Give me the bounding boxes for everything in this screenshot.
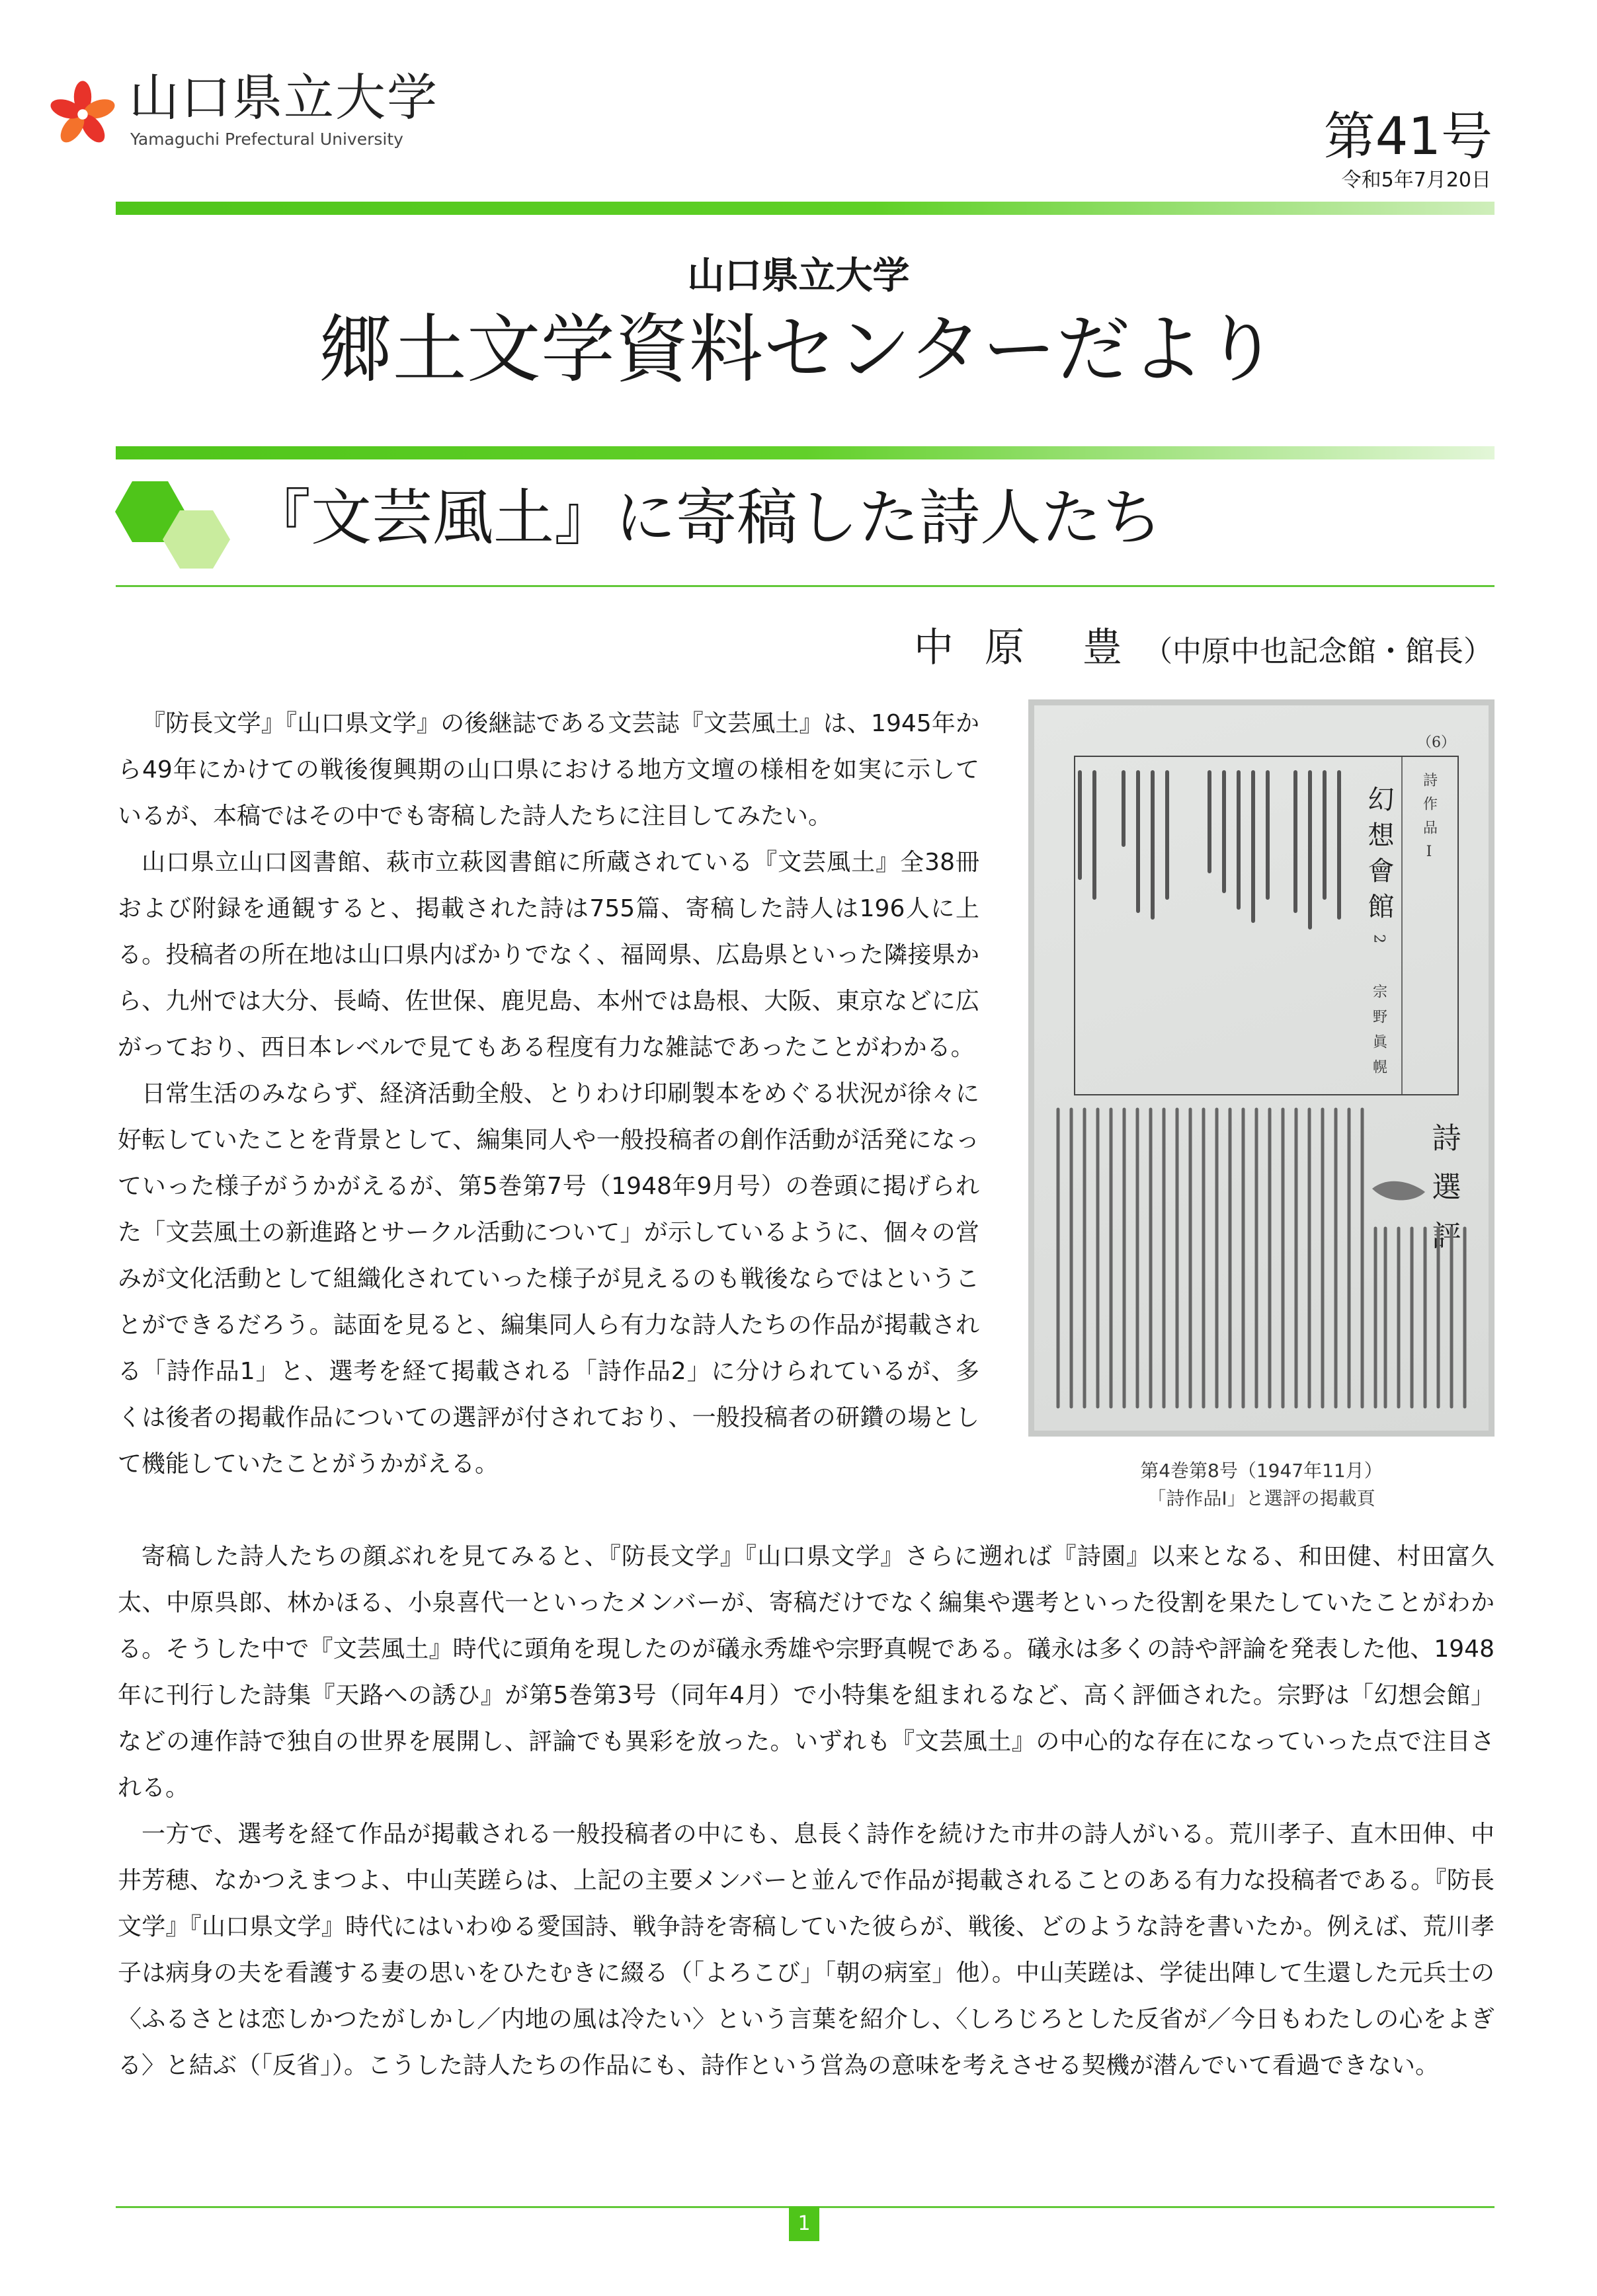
decorative-ornament [1372,1181,1425,1201]
page-number: 1 [789,2207,819,2241]
masthead-divider [116,446,1495,459]
review-text-lines [1058,1109,1362,1407]
figure-section-label: 詩作品Ⅰ [1420,772,1438,869]
paragraph: 寄稿した詩人たちの顔ぶれを見てみると、『防長文学』『山口県文学』さらに遡れば『詩園』以来となる、和田健、村田富久太、中原呉郎、林かほる、小泉喜代一といったメンバーが、寄稿だけでなく編集や選考といった役割を果たしていたことがわかる。そうした中で『文芸風土』時代に頭角を現したのが礒永秀雄や宗野真幌である。礒永は多くの詩や評論を発表した他、1948年に刊行した詩集『天路への誘ひ』が第5巻第3号（同年4月）で小特集を組まれるなど、高く評価された。宗野は「幻想会館」などの連作詩で独自の世界を展開し、評論でも異彩を放った。いずれも『文芸風土』の中心的な存在になっていった点で注目される。 [118,1543,1495,1801]
figure-caption [1028,1457,1495,1513]
logo-name-ja: 山口県立大学 [129,68,438,127]
figure-poem-title: 幻想會館 [1364,785,1394,928]
figure-caption-line: 「詩作品Ⅰ」と選評の掲載頁 [1147,1487,1375,1509]
paragraph: 一方で、選考を経て作品が掲載される一般投稿者の中にも、息長く詩作を続けた市井の詩人がいる。荒川孝子、直木田伸、中井芳穂、なかつえまつよ、中山芙蹉らは、上記の主要メンバーと並んで作品が掲載されることのある有力な投稿者である。『防長文学』『山口県文学』時代にはいわゆる愛国詩、戦争詩を寄稿していた彼らが、戦後、どのような詩を書いたか。例えば、荒川孝子は病身の夫を看護する妻の思いをひたむきに綴る（「よろこび」「朝の病室」他）。中山芙蹉は、学徒出陣して生還した元兵士の〈ふるさとは恋しかつたがしかし／内地の風は冷たい〉という言葉を紹介し、〈しろじろとした反省が／今日もわたしの心をよぎる〉と結ぶ（「反省」）。こうした詩人たちの作品にも、詩作という営為の意味を考えさせる契機が潜んでいて看過できない。 [118,1821,1495,2079]
paragraph: 日常生活のみならず、経済活動全般、とりわけ印刷製本をめぐる状況が徐々に好転していたことを背景として、編集同人や一般投稿者の創作活動が活発になっていった様子がうかがえるが、第5巻第7号（1948年9月号）の巻頭に掲げられた「文芸風土の新進路とサークル活動について」が示しているように、個々の営みが文化活動として組織化されていった様子が見えるのも戦後ならではということができるだろう。誌面を見ると、編集同人ら有力な詩人たちの作品が掲載される「詩作品1」と、選考を経て掲載される「詩作品2」に分けられているが、多くは後者の掲載作品についての選評が付されており、一般投稿者の研鑽の場として機能していたことがうかがえる。 [118,1080,979,1478]
paragraph: 山口県立山口図書館、萩市立萩図書館に所蔵されている『文芸風土』全38冊および附録を通観すると、掲載された詩は755篇、寄稿した詩人は196人に上る。投稿者の所在地は山口県内ばかりでなく、福岡県、広島県といった隣接県から、九州では大分、長崎、佐世保、鹿児島、本州では島根、大阪、東京などに広がっており、西日本レベルで見てもある程度有力な雑誌であったことがわかる。 [118,849,979,1061]
figure-caption-line: 第4巻第8号（1947年11月） [1140,1460,1383,1482]
logo-name-en: Yamaguchi Prefectural University [130,130,403,149]
university-logo-icon [46,78,119,151]
author-line [913,625,1493,671]
author-name: 中 原 豊 [913,625,1131,671]
issue-date: 令和5年7月20日 [1341,169,1491,192]
newsletter-title: 郷土文学資料センターだより [318,307,1279,393]
issue-number: 第41号 [1323,107,1493,167]
figure-review-title: 詩選評 [1426,1123,1461,1269]
article-body-full [118,1534,1495,2089]
figure-poem-number: 2 [1370,934,1387,943]
masthead-university: 山口県立大学 [687,255,910,297]
magazine-page-photo [1028,699,1495,1437]
author-role: （中原中也記念館・館長） [1143,635,1493,668]
article-title: 『文芸風土』に寄稿した詩人たち [250,483,1163,553]
poem-text-lines [1080,772,1339,928]
figure-poet: 宗野眞幌 [1370,984,1387,1084]
figure-page-number: （6） [1417,734,1455,751]
review-text-lines-right [1375,1228,1465,1407]
magazine-page-illustration [1028,699,1495,1437]
hexagon-icon [114,476,239,582]
title-divider [116,585,1495,587]
header-divider [116,202,1495,215]
paragraph: 『防長文学』『山口県文学』の後継誌である文芸誌『文芸風土』は、1945年から49年にかけての戦後復興期の山口県における地方文壇の様相を如実に示しているが、本稿ではその中でも寄稿した詩人たちに注目してみたい。 [118,710,979,830]
article-body-left [118,701,979,1487]
